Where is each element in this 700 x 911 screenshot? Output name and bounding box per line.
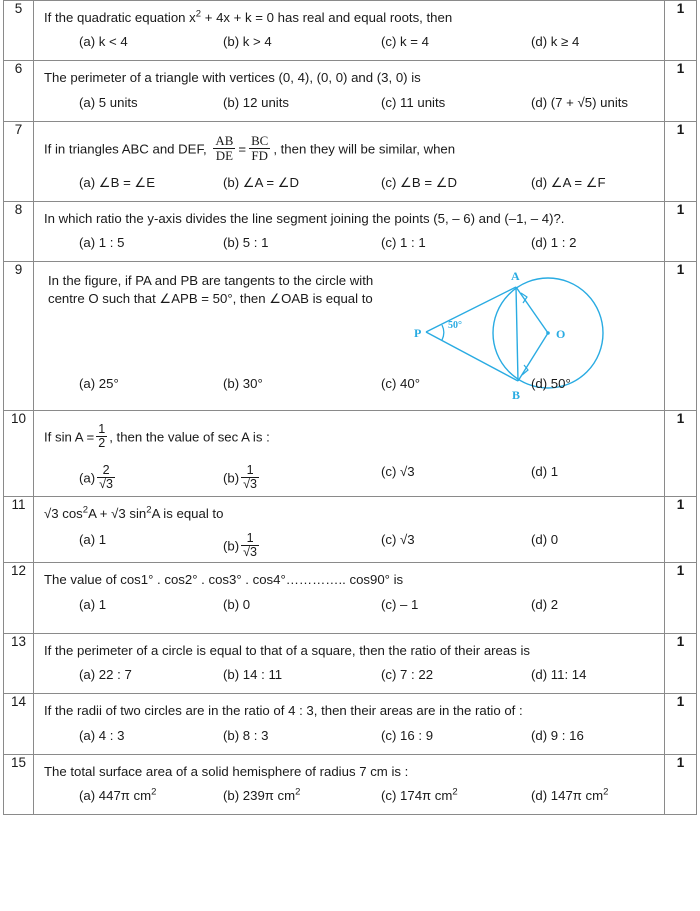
question-number: 9 (4, 262, 34, 411)
question-stem (34, 122, 664, 163)
option-b[interactable] (223, 464, 261, 491)
option-b[interactable] (223, 532, 261, 559)
option-a[interactable]: (a) 1 (79, 596, 107, 612)
denominator: √3 (243, 476, 257, 491)
option-c[interactable]: (c) 16 : 9 (381, 727, 434, 743)
denominator: DE (213, 148, 235, 163)
options-row (34, 464, 664, 496)
option-d[interactable]: (d) 2 (531, 596, 559, 612)
option-b-text: (b) 239π cm (223, 788, 296, 804)
exponent: 2 (452, 786, 458, 798)
stem-text: + 4x + k = 0 has real and equal roots, then (201, 10, 453, 25)
table-row (4, 61, 697, 121)
question-body (34, 694, 665, 754)
question-body (34, 1, 665, 61)
marks-cell: 1 (665, 262, 697, 411)
option-c[interactable]: (c) 11 units (381, 94, 446, 110)
option-d[interactable]: (d) 9 : 16 (531, 727, 584, 743)
marks-cell: 1 (665, 497, 697, 563)
marks-cell: 1 (665, 694, 697, 754)
question-stem: The total surface area of a solid hemisphere of radius 7 cm is : (44, 763, 409, 779)
option-b[interactable]: (b) k > 4 (223, 34, 272, 50)
angle-label: 50° (448, 320, 462, 332)
option-b[interactable]: (b) 14 : 11 (223, 667, 283, 683)
options-row (34, 597, 664, 623)
option-b[interactable]: (b) 12 units (223, 94, 289, 110)
table-row (4, 633, 697, 693)
option-d[interactable]: (d) ∠A = ∠F (531, 174, 606, 190)
label-a: A (511, 269, 520, 284)
fraction-1-over-root3 (241, 532, 259, 559)
equals-sign: = (238, 141, 247, 157)
option-c[interactable]: (c) 40° (381, 376, 420, 392)
question-body (34, 563, 665, 633)
option-c[interactable]: (c) 1 : 1 (381, 235, 426, 251)
option-a[interactable]: (a) 5 units (79, 94, 138, 110)
table-row (4, 563, 697, 633)
fraction-one-half (96, 423, 107, 450)
marks-cell: 1 (665, 1, 697, 61)
exponent: 2 (82, 504, 89, 516)
exponent: 2 (146, 504, 152, 516)
option-a[interactable]: (a) 22 : 7 (79, 667, 132, 683)
denominator: √3 (99, 476, 113, 491)
tangent-pa (426, 287, 516, 332)
option-b[interactable] (223, 788, 300, 803)
option-a[interactable]: (a) ∠B = ∠E (79, 174, 156, 190)
table-row (4, 262, 697, 411)
option-c[interactable]: (c) k = 4 (381, 34, 429, 50)
option-b-label: (b) (223, 470, 240, 486)
marks-cell: 1 (665, 563, 697, 633)
centre-point-o (546, 331, 550, 335)
chord-ab (516, 287, 518, 381)
option-d[interactable]: (d) 50° (531, 376, 571, 392)
option-d[interactable]: (d) k ≥ 4 (531, 34, 580, 50)
option-a[interactable] (79, 464, 117, 491)
option-b[interactable]: (b) 30° (223, 376, 263, 392)
question-number: 10 (4, 411, 34, 497)
option-b[interactable]: (b) ∠A = ∠D (223, 174, 300, 190)
option-c[interactable]: (c) ∠B = ∠D (381, 174, 458, 190)
fraction-bc-fd (249, 134, 270, 163)
stem-text: If the quadratic equation x (44, 10, 196, 25)
label-p: P (414, 326, 422, 341)
option-d[interactable] (531, 788, 608, 803)
option-a[interactable]: (a) 1 : 5 (79, 235, 125, 251)
option-c[interactable] (381, 788, 458, 803)
question-number: 5 (4, 1, 34, 61)
numerator: 1 (246, 463, 254, 478)
fraction-2-over-root3 (97, 464, 115, 491)
label-b: B (512, 388, 521, 403)
option-a-text: (a) 447π cm (79, 788, 152, 804)
question-body (34, 201, 665, 261)
questions-table (3, 0, 697, 815)
exponent: 2 (295, 786, 301, 798)
table-row (4, 1, 697, 61)
question-body (34, 121, 665, 201)
option-b[interactable]: (b) 5 : 1 (223, 235, 269, 251)
question-stem: In the figure, if PA and PB are tangents to the circle with centre O such that ∠APB = 50°, then ∠OAB is equal to (48, 273, 374, 306)
marks-cell: 1 (665, 633, 697, 693)
option-d[interactable]: (d) 0 (531, 532, 559, 548)
table-row (4, 201, 697, 261)
question-stem: If the radii of two circles are in the ratio of 4 : 3, then their areas are in the ratio of : (44, 703, 523, 719)
option-d-text: (d) 147π cm (531, 788, 604, 804)
numerator: 1 (98, 422, 106, 437)
options-row (34, 532, 664, 562)
stem-text: If in triangles ABC and DEF, (44, 141, 207, 157)
table-row (4, 754, 697, 814)
angle-arc-p (442, 325, 444, 340)
options-row (34, 376, 664, 402)
tangent-pb (426, 332, 518, 381)
question-stem (34, 1, 664, 26)
numerator: BC (251, 132, 269, 148)
exponent: 2 (195, 8, 202, 20)
option-c[interactable]: (c) √3 (381, 464, 415, 480)
question-body (34, 754, 665, 814)
options-row (34, 788, 664, 814)
table-row (4, 411, 697, 497)
stem-text: , then the value of sec A is : (109, 429, 270, 445)
option-d[interactable]: (d) 11: 14 (531, 667, 587, 683)
question-number: 14 (4, 694, 34, 754)
numerator: 1 (246, 531, 254, 546)
options-row (34, 175, 664, 201)
stem-text: √3 cos (44, 506, 83, 522)
question-stem: The value of cos1° . cos2° . cos3° . cos4°………….. cos90° is (44, 572, 404, 588)
question-number: 13 (4, 633, 34, 693)
marks-cell: 1 (665, 754, 697, 814)
radius-ob (518, 333, 548, 381)
option-a-label: (a) (79, 470, 96, 486)
radius-oa (516, 287, 548, 333)
question-number: 6 (4, 61, 34, 121)
question-stem: The perimeter of a triangle with vertices (0, 4), (0, 0) and (3, 0) is (44, 70, 421, 86)
question-body (34, 633, 665, 693)
table-row (4, 121, 697, 201)
denominator: FD (249, 148, 270, 163)
option-b-label: (b) (223, 538, 240, 554)
exponent: 2 (603, 786, 609, 798)
question-body (34, 262, 665, 411)
option-c[interactable]: (c) 7 : 22 (381, 667, 434, 683)
question-stem (34, 497, 664, 522)
question-stem: In which ratio the y-axis divides the line segment joining the points (5, – 6) and (–1, – 4)?. (44, 210, 565, 226)
stem-text: If sin A = (44, 429, 95, 445)
option-d[interactable]: (d) 1 : 2 (531, 235, 577, 251)
option-d[interactable]: (d) (7 + √5) units (531, 94, 629, 110)
question-number: 12 (4, 563, 34, 633)
stem-text: A is equal to (151, 506, 224, 522)
marks-cell: 1 (665, 201, 697, 261)
option-a[interactable]: (a) k < 4 (79, 34, 128, 50)
table-row (4, 694, 697, 754)
spacer (34, 623, 664, 633)
option-b[interactable]: (b) 0 (223, 596, 251, 612)
options-row (34, 95, 664, 121)
stem-text: , then they will be similar, when (273, 141, 456, 157)
option-a[interactable] (79, 788, 156, 803)
option-c-text: (c) 174π cm (381, 788, 453, 804)
numerator: AB (215, 132, 234, 148)
marks-cell: 1 (665, 411, 697, 497)
fraction-ab-de (213, 134, 235, 163)
denominator: 2 (98, 436, 106, 451)
option-a[interactable]: (a) 1 (79, 532, 107, 548)
options-row (34, 34, 664, 60)
option-c[interactable]: (c) – 1 (381, 596, 419, 612)
option-a[interactable]: (a) 4 : 3 (79, 727, 125, 743)
options-row (34, 667, 664, 693)
fraction-1-over-root3 (241, 464, 259, 491)
question-body (34, 497, 665, 563)
question-stem: If the perimeter of a circle is equal to that of a square, then the ratio of their areas is (44, 642, 530, 658)
denominator: √3 (243, 545, 257, 560)
question-number: 7 (4, 121, 34, 201)
question-stem (34, 411, 664, 450)
option-b[interactable]: (b) 8 : 3 (223, 727, 269, 743)
exponent: 2 (151, 786, 157, 798)
marks-cell: 1 (665, 61, 697, 121)
question-body (34, 411, 665, 497)
table-row (4, 497, 697, 563)
option-a[interactable]: (a) 25° (79, 376, 119, 392)
label-o: O (556, 327, 566, 342)
option-d[interactable]: (d) 1 (531, 464, 559, 480)
question-body (34, 61, 665, 121)
question-number: 11 (4, 497, 34, 563)
question-number: 8 (4, 201, 34, 261)
options-row (34, 728, 664, 754)
numerator: 2 (102, 463, 110, 478)
stem-text: A + √3 sin (88, 506, 147, 522)
marks-cell: 1 (665, 121, 697, 201)
option-c[interactable]: (c) √3 (381, 532, 415, 548)
question-number: 15 (4, 754, 34, 814)
options-row (34, 235, 664, 261)
